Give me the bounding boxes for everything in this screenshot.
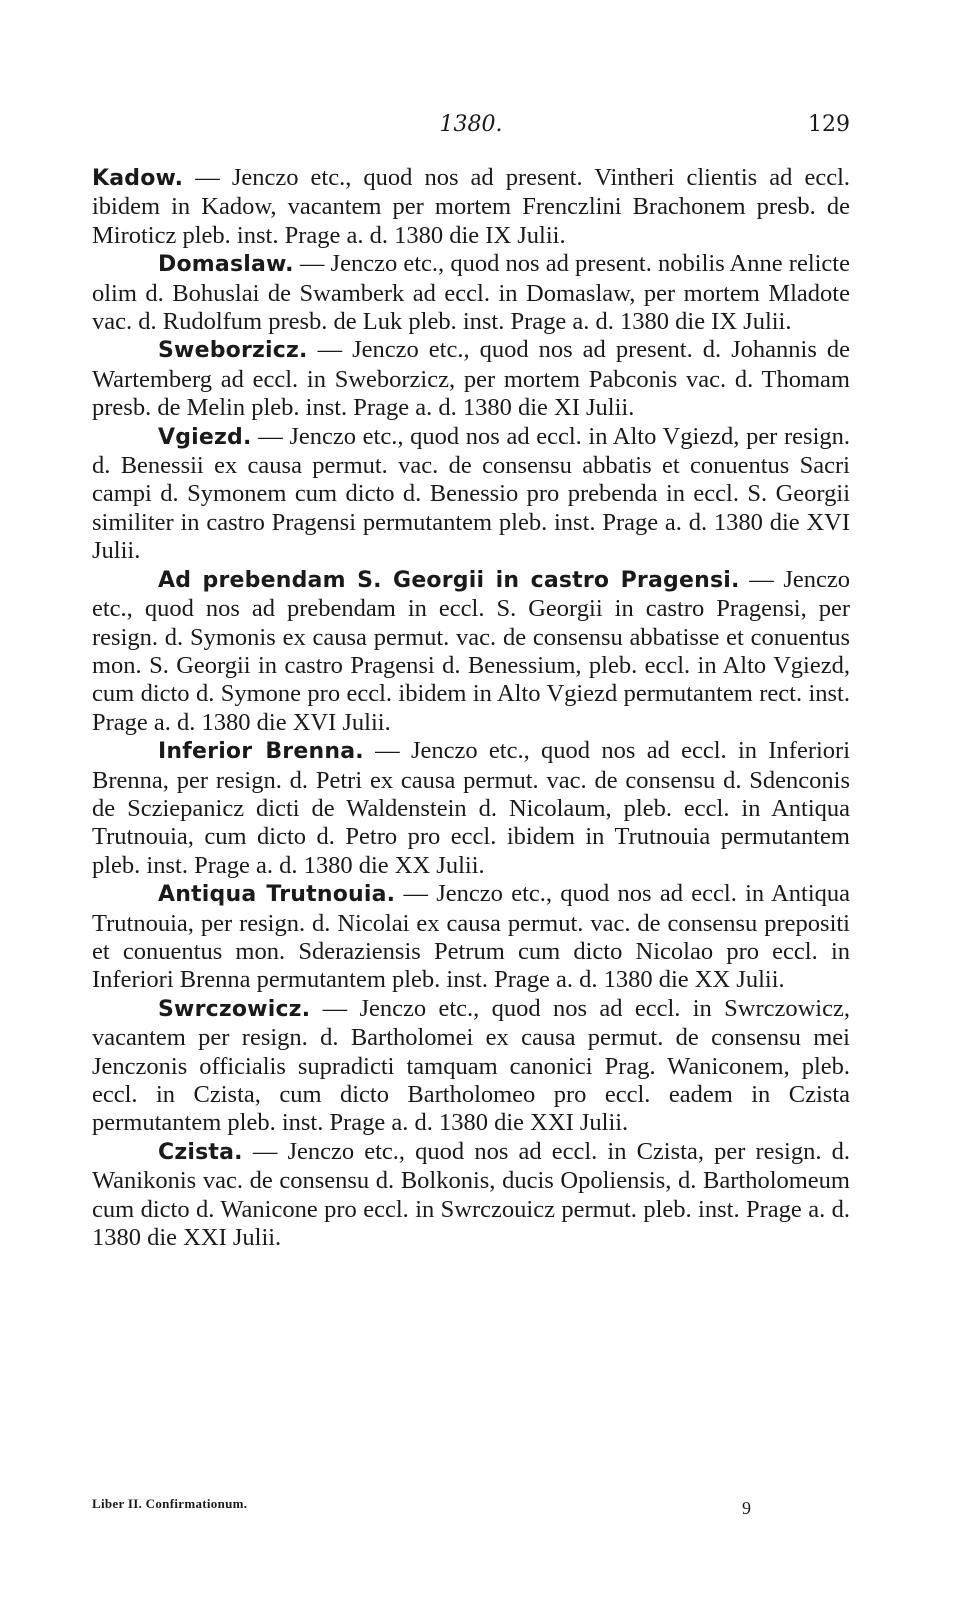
entry-text: — Jenczo etc., quod nos ad eccl. in Czista, per resign. d. Wanikonis vac. de consensu d. Bolkonis, ducis Opoliensis, d. Bartholomeum cum dicto d. Wanicone pro eccl. in Swrczouicz permut. pleb. inst. Prage a. d. 1380 die XXI Julii.	[92, 1137, 850, 1252]
entry-heading: Vgiezd.	[158, 424, 252, 450]
entry-swrczowicz	[92, 995, 850, 1138]
entry-text: — Jenczo etc., quod nos ad eccl. in Inferiori Brenna, per resign. d. Petri ex causa permut. vac. de consensu d. Sdenconis de Scziepanicz dicti de Waldenstein d. Nicolaum, pleb. eccl. in Antiqua Trutnouia, cum dicto d. Petro pro eccl. ibidem in Trutnouia permutantem pleb. inst. Prage a. d. 1380 die XX Julii.	[92, 737, 850, 879]
entry-text: — Jenczo etc., quod nos ad eccl. in Alto Vgiezd, per resign. d. Benessii ex causa permut. vac. de consensu abbatis et conuentus Sacri campi d. Symonem cum dicto d. Benessio pro prebenda in eccl. S. Georgii similiter in castro Pragensi permutantem pleb. inst. Prage a. d. 1380 die XVI Julii.	[92, 422, 850, 565]
running-head-year: 1380.	[439, 112, 503, 137]
entries-text	[92, 164, 850, 1252]
entry-text: — Jenczo etc., quod nos ad present. Vintheri clientis ad eccl. ibidem in Kadow, vacantem per mortem Frenczlini Brachonem presb. de Miroticz pleb. inst. Prage a. d. 1380 die IX Julii.	[92, 164, 850, 249]
entry-text: — Jenczo etc., quod nos ad present. d. Johannis de Wartemberg ad eccl. in Sweborzicz, per mortem Pabconis vac. d. Thomam presb. de Melin pleb. inst. Prage a. d. 1380 die XI Julii.	[92, 336, 850, 422]
page-footer	[92, 1496, 850, 1520]
entry-czista	[92, 1138, 850, 1253]
entry-heading: Antiqua Trutnouia.	[158, 882, 396, 908]
entry-sweborzicz	[92, 336, 850, 422]
entry-ad-prebendam	[92, 566, 850, 737]
entry-heading: Ad prebendam S. Georgii in castro Pragensi.	[158, 567, 740, 593]
entry-text: — Jenczo etc., quod nos ad eccl. in Swrczowicz, vacantem per resign. d. Bartholomei ex causa permut. de consensu mei Jenczonis officialis supradicti tamquam canonici Prag. Waniconem, pleb. eccl. in Czista, cum dicto Bartholomeo pro eccl. eadem in Czista permutantem pleb. inst. Prage a. d. 1380 die XXI Julii.	[92, 994, 850, 1137]
entry-vgiezd	[92, 423, 850, 566]
running-head	[92, 112, 850, 164]
entry-antiqua-trutnouia	[92, 880, 850, 995]
entry-heading: Inferior Brenna.	[158, 739, 364, 765]
entry-text: — Jenczo etc., quod nos ad eccl. in Antiqua Trutnouia, per resign. d. Nicolai ex causa permut. vac. de consensu prepositi et conuentus mon. Sderaziensis Petrum cum dicto Nicolao pro eccl. in Inferiori Brenna permutantem pleb. inst. Prage a. d. 1380 die XX Julii.	[92, 880, 851, 994]
entry-text: — Jenczo etc., quod nos ad prebendam in eccl. S. Georgii in castro Pragensi, per resign. d. Symonis ex causa permut. vac. de consensu abbatisse et conuentus mon. S. Georgii in castro Pragensi d. Benessium, pleb. eccl. in Alto Vgiezd, cum dicto d. Symone pro eccl. ibidem in Alto Vgiezd permutantem rect. inst. Prage a. d. 1380 die XVI Julii.	[92, 565, 850, 736]
entry-inferior-brenna	[92, 737, 850, 880]
entry-domaslaw	[92, 250, 850, 336]
entry-kadow	[92, 164, 850, 250]
entry-heading: Domaslaw.	[158, 252, 294, 278]
page-number: 129	[808, 112, 850, 137]
signature-line: Liber II. Confirmationum.	[92, 1496, 248, 1511]
book-page	[92, 112, 850, 1592]
entry-heading: Swrczowicz.	[158, 996, 311, 1022]
entry-heading: Czista.	[158, 1139, 243, 1165]
entry-heading: Kadow.	[92, 166, 184, 191]
entry-text: — Jenczo etc., quod nos ad present. nobilis Anne relicte olim d. Bohuslai de Swamberk ad eccl. in Domaslaw, per mortem Mladote vac. d. Rudolfum presb. de Luk pleb. inst. Prage a. d. 1380 die IX Julii.	[92, 250, 850, 336]
entry-heading: Sweborzicz.	[158, 338, 308, 364]
gathering-mark: 9	[742, 1498, 751, 1518]
